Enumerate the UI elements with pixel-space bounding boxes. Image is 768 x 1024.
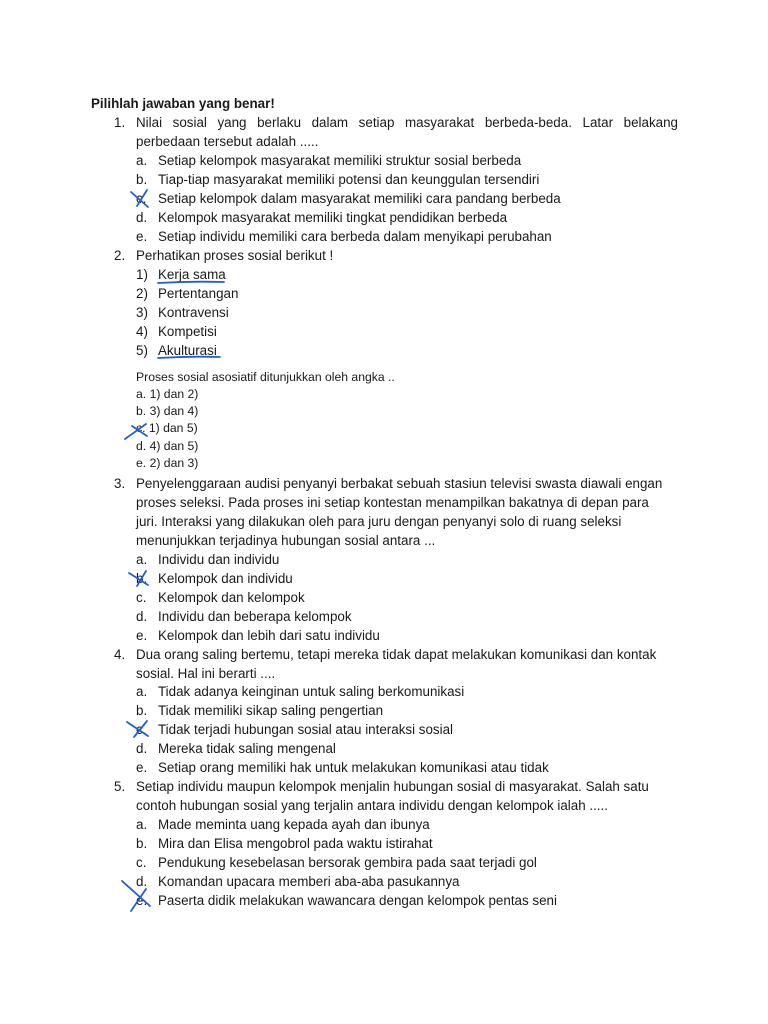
option-letter: c.	[136, 855, 147, 870]
option-text: c. 1) dan 5)	[136, 421, 198, 435]
option-text: a. 1) dan 2)	[136, 387, 199, 401]
option-letter: e.	[136, 628, 148, 643]
question-number: 5.	[114, 779, 126, 794]
question-number: 3.	[114, 476, 126, 491]
list-item-number: 4)	[136, 324, 148, 339]
question-text: sosial. Hal ini berarti ....	[136, 666, 276, 681]
option-letter: d.	[136, 874, 148, 889]
option-letter: d.	[136, 210, 148, 225]
list-item-text: Kompetisi	[158, 324, 217, 339]
list-item-text: Pertentangan	[158, 286, 239, 301]
list-item-text: Akulturasi	[158, 343, 217, 358]
list-item-number: 5)	[136, 343, 148, 358]
option-text: Tidak terjadi hubungan sosial atau interaksi sosial	[158, 722, 454, 737]
option-letter: b.	[136, 571, 148, 586]
option-letter: e.	[136, 893, 148, 908]
option-text: Tiap-tiap masyarakat memiliki potensi dan keunggulan tersendiri	[158, 172, 540, 187]
option-text: Setiap individu memiliki cara berbeda dalam menyikapi perubahan	[158, 229, 552, 244]
list-item-text: Kontravensi	[158, 305, 229, 320]
option-text: Setiap orang memiliki hak untuk melakukan komunikasi atau tidak	[158, 760, 549, 775]
option-letter: c.	[136, 590, 147, 605]
question-text: Perhatikan proses sosial berikut !	[136, 248, 334, 263]
question-text: menunjukkan terjadinya hubungan sosial antara ...	[136, 533, 436, 548]
question-number: 2.	[114, 248, 126, 263]
question-prompt: Proses sosial asosiatif ditunjukkan oleh angka ..	[136, 370, 395, 384]
option-letter: a.	[136, 153, 148, 168]
option-text: Tidak adanya keinginan untuk saling berkomunikasi	[158, 684, 465, 699]
option-letter: b.	[136, 703, 148, 718]
list-item-number: 3)	[136, 305, 148, 320]
option-letter: a.	[136, 684, 148, 699]
option-text: Mereka tidak saling mengenal	[158, 741, 336, 756]
option-text: Setiap kelompok dalam masyarakat memiliki cara pandang berbeda	[158, 191, 561, 206]
option-text: d. 4) dan 5)	[136, 439, 199, 453]
option-letter: c.	[136, 722, 147, 737]
option-letter: e.	[136, 760, 148, 775]
option-text: Pendukung kesebelasan bersorak gembira pada saat terjadi gol	[158, 855, 537, 870]
question-text: Nilai sosial yang berlaku dalam setiap masyarakat berbeda-beda. Latar belakang	[136, 115, 678, 130]
option-text: b. 3) dan 4)	[136, 404, 199, 418]
option-letter: a.	[136, 552, 148, 567]
list-item-number: 1)	[136, 267, 148, 282]
question-text: juri. Interaksi yang dilakukan oleh para juru dengan penyanyi solo di ruang seleksi	[136, 514, 622, 529]
option-letter: b.	[136, 836, 148, 851]
question-text: Setiap individu maupun kelompok menjalin hubungan sosial di masyarakat. Salah satu	[136, 779, 649, 794]
list-item-text: Kerja sama	[158, 267, 226, 282]
option-text: Kelompok dan individu	[158, 571, 293, 586]
question-number: 4.	[114, 647, 126, 662]
question-text: contoh hubungan sosial yang terjalin antara individu dengan kelompok ialah .....	[136, 798, 608, 813]
option-text: Kelompok dan kelompok	[158, 590, 305, 605]
list-item-number: 2)	[136, 286, 148, 301]
question-number: 1.	[114, 115, 126, 130]
option-text: e. 2) dan 3)	[136, 456, 199, 470]
question-text: Dua orang saling bertemu, tetapi mereka tidak dapat melakukan komunikasi dan kontak	[136, 647, 657, 662]
option-text: Setiap kelompok masyarakat memiliki struktur sosial berbeda	[158, 153, 522, 168]
option-text: Kelompok dan lebih dari satu individu	[158, 628, 380, 643]
option-text: Mira dan Elisa mengobrol pada waktu istirahat	[158, 836, 433, 851]
option-letter: c.	[136, 191, 147, 206]
page-title: Pilihlah jawaban yang benar!	[91, 96, 275, 111]
option-text: Made meminta uang kepada ayah dan ibunya	[158, 817, 430, 832]
option-letter: d.	[136, 741, 148, 756]
question-text: perbedaan tersebut adalah .....	[136, 134, 319, 149]
option-text: Individu dan beberapa kelompok	[158, 609, 352, 624]
option-text: Kelompok masyarakat memiliki tingkat pendidikan berbeda	[158, 210, 508, 225]
option-letter: b.	[136, 172, 148, 187]
option-text: Tidak memiliki sikap saling pengertian	[158, 703, 384, 718]
option-text: Paserta didik melakukan wawancara dengan kelompok pentas seni	[158, 893, 557, 908]
option-letter: a.	[136, 817, 148, 832]
option-text: Individu dan individu	[158, 552, 280, 567]
question-text: proses seleksi. Pada proses ini setiap kontestan menampilkan bakatnya di depan para	[136, 495, 649, 510]
option-letter: d.	[136, 609, 148, 624]
question-text: Penyelenggaraan audisi penyanyi berbakat sebuah stasiun televisi swasta diawali engan	[136, 476, 663, 491]
option-text: Komandan upacara memberi aba-aba pasukannya	[158, 874, 460, 889]
option-letter: e.	[136, 229, 148, 244]
